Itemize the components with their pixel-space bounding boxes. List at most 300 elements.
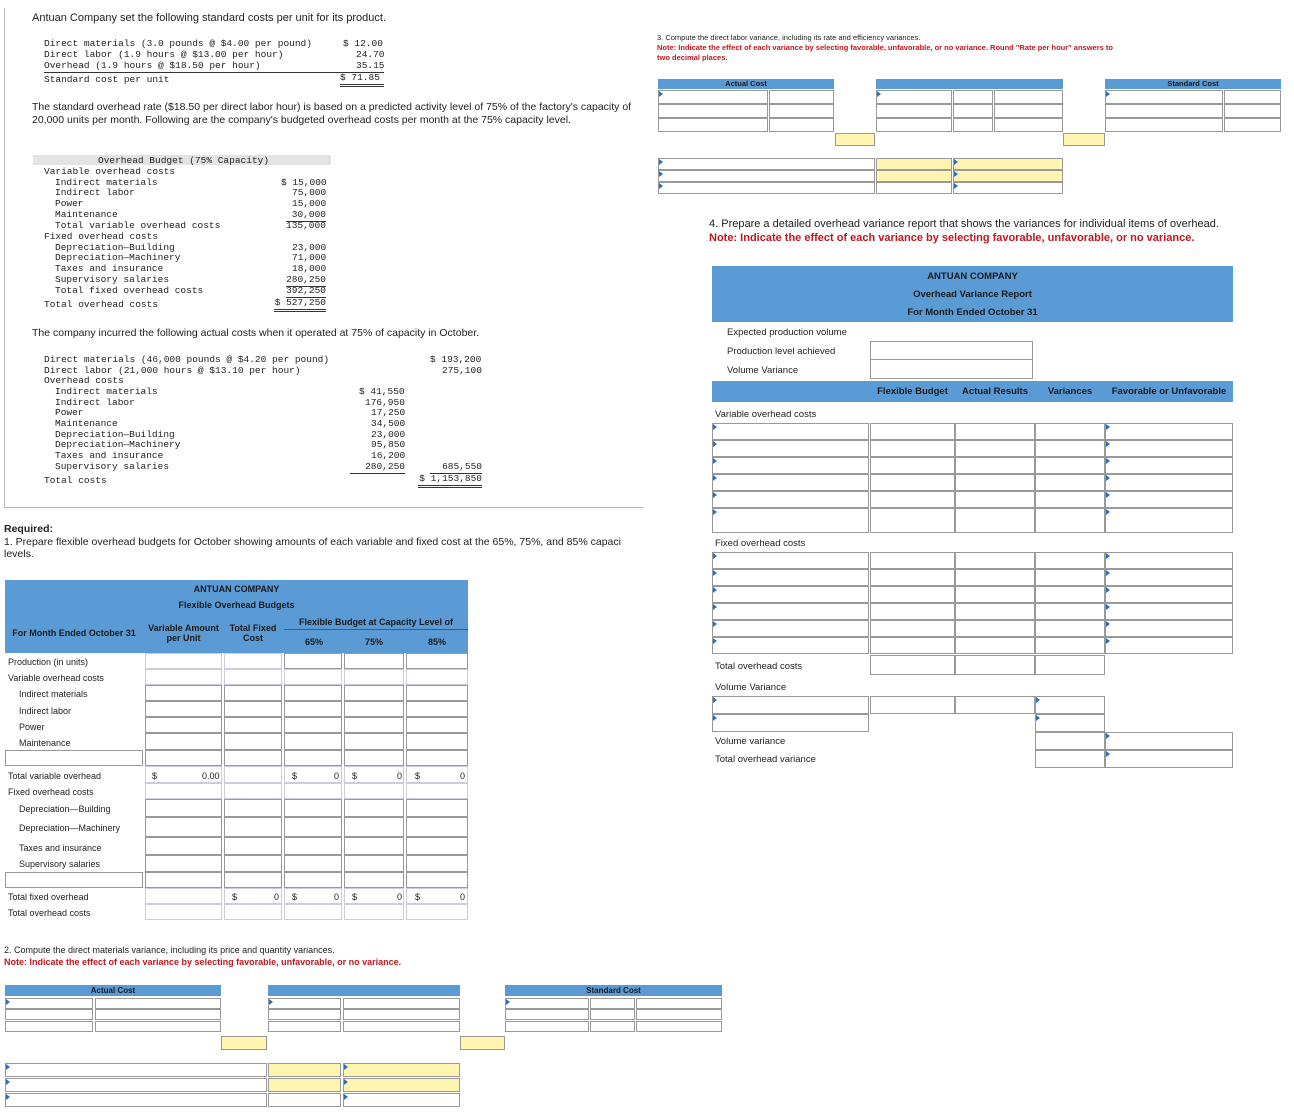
q2-mid-header — [268, 985, 460, 996]
flex-col-period: For Month Ended October 31 — [12, 628, 136, 638]
q4-variable-row-3-0[interactable] — [712, 474, 869, 491]
std-oh-value: 35.15 — [356, 60, 385, 71]
q3-input-2-4[interactable] — [994, 118, 1063, 132]
flex-cell-indirect-materials-5[interactable] — [406, 685, 468, 701]
q4-fixed-row-3-0[interactable] — [712, 603, 869, 620]
q3-total-variance-label[interactable] — [658, 182, 875, 194]
dropdown-indicator-icon — [1106, 638, 1110, 644]
q2-input-2-2[interactable] — [268, 1021, 341, 1032]
q2-input-1-2[interactable] — [268, 1009, 341, 1020]
flex-cell-blank-fixed-4[interactable] — [344, 872, 404, 888]
q2-price-variance-label[interactable] — [5, 1063, 267, 1077]
q4-fixed-row-4-2[interactable] — [955, 620, 1035, 637]
flex-row-indirect-labor: Indirect labor — [19, 706, 72, 716]
budget-row: Maintenance — [55, 209, 118, 220]
actual-row: Taxes and insurance — [55, 450, 164, 461]
q4-volume-variance-budget[interactable] — [870, 696, 955, 714]
q3-input-1-6[interactable] — [1224, 104, 1281, 118]
q4-fixed-row-4-3[interactable] — [1035, 620, 1105, 637]
q4-variable-row-1-1[interactable] — [870, 440, 955, 457]
dropdown-indicator-icon — [344, 1064, 348, 1070]
q2-input-1-6[interactable] — [636, 1009, 722, 1020]
dropdown-indicator-icon — [713, 638, 717, 644]
actual-value: 16,200 — [371, 450, 406, 461]
flex-cell-indirect-labor-4[interactable] — [344, 701, 404, 717]
q4-expected-input[interactable] — [870, 341, 1033, 360]
q3-input-0-3[interactable] — [953, 90, 993, 104]
dollar-sign: $ — [415, 771, 421, 781]
q2-total-variance-label[interactable] — [5, 1093, 267, 1107]
dropdown-indicator-icon — [1106, 553, 1110, 559]
flex-cell-variable-header-2 — [224, 669, 282, 685]
q3-input-0-5[interactable] — [1105, 90, 1223, 104]
q2-input-2-4[interactable] — [505, 1021, 589, 1032]
budget-row: Indirect labor — [55, 187, 135, 198]
q4-fixed-row-1-1[interactable] — [870, 569, 955, 586]
q4-variable-row-2-1[interactable] — [870, 457, 955, 474]
q4-variable-row-4-2[interactable] — [955, 491, 1035, 508]
q2-total-variance-effect[interactable] — [343, 1093, 460, 1107]
std-total-label: Standard cost per unit — [44, 74, 170, 85]
dropdown-indicator-icon — [1106, 458, 1110, 464]
q3-input-0-1[interactable] — [769, 90, 834, 104]
flex-cell-blank-variable-4[interactable] — [344, 750, 404, 766]
q4-fixed-row-0-2[interactable] — [955, 552, 1035, 569]
q4-fixed-row-3-3[interactable] — [1035, 603, 1105, 620]
q4-variable-row-3-1[interactable] — [870, 474, 955, 491]
q3-total-variance-amount[interactable] — [876, 182, 952, 194]
actual-value: 95,850 — [371, 439, 406, 450]
flex-cell-total-overhead-1 — [145, 904, 222, 920]
q3-rate-variance-label[interactable] — [658, 158, 875, 170]
q4-fixed-row-1-4[interactable] — [1105, 569, 1233, 586]
q2-input-0-6[interactable] — [636, 998, 722, 1009]
flex-cell-indirect-labor-1[interactable] — [145, 701, 222, 717]
flex-cell-maintenance-4[interactable] — [344, 733, 404, 750]
q2-input-2-5[interactable] — [590, 1021, 635, 1032]
q4-variable-row-5-1[interactable] — [870, 508, 955, 533]
q4-volume-variance-total[interactable] — [1035, 732, 1105, 750]
dropdown-indicator-icon — [713, 492, 717, 498]
dropdown-indicator-icon — [1106, 91, 1110, 97]
flex-cell-blank-variable-1[interactable] — [145, 750, 222, 766]
q4-variable-row-3-2[interactable] — [955, 474, 1035, 491]
flex-row-maintenance: Maintenance — [19, 738, 71, 748]
dropdown-indicator-icon — [1036, 715, 1040, 721]
q4-total-overhead-2[interactable] — [955, 655, 1035, 675]
q4-fixed-row-3-2[interactable] — [955, 603, 1035, 620]
q4-variable-row-1-0[interactable] — [712, 440, 869, 457]
q4-variable-row-0-2[interactable] — [955, 423, 1035, 440]
flex-65-total-fixed: 0 — [334, 892, 340, 902]
dropdown-indicator-icon — [269, 999, 273, 1005]
q3-input-2-6[interactable] — [1224, 118, 1281, 132]
q4-variable-row-5-3[interactable] — [1035, 508, 1105, 533]
dropdown-indicator-icon — [1106, 441, 1110, 447]
budget-total-fixed: Total fixed overhead costs — [55, 285, 204, 296]
dropdown-indicator-icon — [1036, 697, 1040, 703]
q4-fixed-row-3-4[interactable] — [1105, 603, 1233, 620]
q3-input-0-4[interactable] — [994, 90, 1063, 104]
q2-input-1-4[interactable] — [505, 1009, 589, 1020]
q3-input-0-0[interactable] — [658, 90, 768, 104]
q4-variable-row-5-2[interactable] — [955, 508, 1035, 533]
q4-fixed-row-5-3[interactable] — [1035, 637, 1105, 654]
q3-efficiency-variance-label[interactable] — [658, 170, 875, 182]
q4-variable-row-2-4[interactable] — [1105, 457, 1233, 474]
dollar-sign: $ — [415, 892, 421, 902]
q4-variable-row-0-3[interactable] — [1035, 423, 1105, 440]
flex-cell-indirect-labor-2[interactable] — [224, 701, 282, 717]
flex-row-total-overhead: Total overhead costs — [8, 908, 91, 918]
q4-variable-row-3-4[interactable] — [1105, 474, 1233, 491]
flex-row-indirect-materials: Indirect materials — [19, 689, 88, 699]
flex-cell-blank-fixed-3[interactable] — [284, 872, 342, 888]
dropdown-indicator-icon — [344, 1094, 348, 1100]
q2-quantity-variance-label[interactable] — [5, 1078, 267, 1092]
flex-cell-maintenance-2[interactable] — [224, 733, 282, 750]
q4-variable-row-2-3[interactable] — [1035, 457, 1105, 474]
q4-variable-row-4-4[interactable] — [1105, 491, 1233, 508]
q4-volume-variance-input-label[interactable] — [712, 696, 869, 714]
q4-fixed-row-1-2[interactable] — [955, 569, 1035, 586]
flex-cell-dep-machinery-2[interactable] — [224, 817, 282, 837]
flex-pct-65: 65% — [304, 637, 323, 647]
q4-fixed-row-5-0[interactable] — [712, 637, 869, 654]
q2-input-1-0[interactable] — [5, 1009, 93, 1020]
flex-cell-salaries-3[interactable] — [284, 855, 342, 872]
flex-cell-dep-building-5[interactable] — [406, 799, 468, 817]
flex-cell-taxes-1[interactable] — [145, 837, 222, 855]
flex-cell-fixed-header-1 — [145, 783, 222, 799]
budget-row: Depreciation—Building — [55, 242, 175, 253]
q4-volume-variance-actual[interactable] — [955, 696, 1035, 714]
q2-input-1-1[interactable] — [95, 1009, 221, 1020]
flex-cell-blank-variable-3[interactable] — [284, 750, 342, 766]
flex-cell-dep-machinery-5[interactable] — [406, 817, 468, 837]
q4-variable-row-3-3[interactable] — [1035, 474, 1105, 491]
q4-volume-variance-label: Volume Variance — [727, 365, 799, 376]
q3-input-1-0[interactable] — [658, 104, 768, 118]
flex-cell-blank-fixed-2[interactable] — [224, 872, 282, 888]
flex-cell-variable-header-4 — [344, 669, 404, 685]
q3-input-1-2[interactable] — [876, 104, 952, 118]
q2-input-0-5[interactable] — [590, 998, 635, 1009]
q2-input-0-2[interactable] — [268, 998, 341, 1009]
q4-variable-row-4-3[interactable] — [1035, 491, 1105, 508]
q4-fixed-row-0-3[interactable] — [1035, 552, 1105, 569]
q4-total-variance-effect[interactable] — [1105, 750, 1233, 768]
budget-total: Total overhead costs — [44, 299, 159, 310]
budget-value: 18,000 — [292, 263, 327, 274]
q4-total-overhead-3[interactable] — [1035, 655, 1105, 675]
budget-value: 15,000 — [292, 198, 327, 209]
q4-total-overhead-1[interactable] — [870, 655, 955, 675]
q3-mid-operator-1[interactable] — [835, 133, 875, 146]
q2-price-variance-amount[interactable] — [268, 1063, 341, 1077]
q4-fixed-row-4-4[interactable] — [1105, 620, 1233, 637]
q3-efficiency-variance-effect[interactable] — [953, 170, 1063, 182]
q3-input-1-5[interactable] — [1105, 104, 1223, 118]
frame-line — [4, 8, 5, 508]
question-3: 3. Compute the direct labor variance, including its rate and efficiency variances. — [657, 33, 921, 42]
q4-variable-row-1-2[interactable] — [955, 440, 1035, 457]
q4-fixed-row-2-2[interactable] — [955, 586, 1035, 603]
flex-cell-production-5[interactable] — [406, 653, 468, 669]
q4-total-variance-amount[interactable] — [1035, 750, 1105, 768]
q4-variable-row-0-1[interactable] — [870, 423, 955, 440]
flex-cell-total-overhead-4 — [344, 904, 404, 920]
q3-input-2-2[interactable] — [876, 118, 952, 132]
dropdown-indicator-icon — [713, 587, 717, 593]
q4-fixed-header: Fixed overhead costs — [715, 538, 806, 549]
flex-cell-dep-building-1[interactable] — [145, 799, 222, 817]
flex-cell-salaries-1[interactable] — [145, 855, 222, 872]
flex-cell-total-overhead-2 — [224, 904, 282, 920]
q4-fixed-row-1-3[interactable] — [1035, 569, 1105, 586]
flex-header-rule — [284, 629, 468, 630]
q4-variable-row-2-0[interactable] — [712, 457, 869, 474]
flex-col-capacity: Flexible Budget at Capacity Level of — [298, 617, 454, 627]
q3-input-2-5[interactable] — [1105, 118, 1223, 132]
q3-input-1-4[interactable] — [994, 104, 1063, 118]
q4-volume-variance-amount-2[interactable] — [1035, 714, 1105, 732]
dropdown-indicator-icon — [713, 458, 717, 464]
flex-cell-power-5[interactable] — [406, 717, 468, 733]
q4-variable-row-1-4[interactable] — [1105, 440, 1233, 457]
flex-cell-power-4[interactable] — [344, 717, 404, 733]
flex-title: Flexible Overhead Budgets — [178, 600, 295, 610]
flex-cell-blank-variable-0[interactable] — [5, 750, 143, 766]
flex-row-total-variable: Total variable overhead — [8, 771, 102, 781]
q2-mid-operator-1[interactable] — [221, 1036, 267, 1050]
flex-cell-salaries-5[interactable] — [406, 855, 468, 872]
flex-cell-variable-header-3 — [284, 669, 342, 685]
q4-variable-row-0-4[interactable] — [1105, 423, 1233, 440]
flex-cell-dep-machinery-4[interactable] — [344, 817, 404, 837]
dropdown-indicator-icon — [1106, 621, 1110, 627]
dropdown-indicator-icon — [344, 1079, 348, 1085]
flex-cell-dep-building-2[interactable] — [224, 799, 282, 817]
q2-input-2-6[interactable] — [636, 1021, 722, 1032]
q2-input-0-0[interactable] — [5, 998, 93, 1009]
flex-cell-blank-variable-5[interactable] — [406, 750, 468, 766]
q4-fixed-row-2-4[interactable] — [1105, 586, 1233, 603]
q3-total-variance-effect[interactable] — [953, 182, 1063, 194]
q2-total-variance-amount[interactable] — [268, 1093, 341, 1107]
fixed-total-amount: 0 — [274, 892, 280, 902]
q4-company: ANTUAN COMPANY — [927, 271, 1018, 282]
q4-variable-row-2-2[interactable] — [955, 457, 1035, 474]
dollar-sign: $ — [352, 892, 358, 902]
q3-input-1-3[interactable] — [953, 104, 993, 118]
flex-cell-production-4[interactable] — [344, 653, 404, 669]
flex-cell-taxes-2[interactable] — [224, 837, 282, 855]
dropdown-indicator-icon — [659, 171, 663, 177]
flex-cell-power-3[interactable] — [284, 717, 342, 733]
actual-dm-label: Direct materials (46,000 pounds @ $4.20 per pound) — [44, 354, 330, 365]
q3-rate-variance-effect[interactable] — [953, 158, 1063, 170]
q4-fixed-row-5-4[interactable] — [1105, 637, 1233, 654]
dropdown-indicator-icon — [954, 159, 958, 165]
question-3-note-cont: two decimal places. — [657, 53, 728, 62]
flex-cell-indirect-materials-1[interactable] — [145, 685, 222, 701]
q3-rate-variance-amount[interactable] — [876, 158, 952, 170]
flex-cell-fixed-header-5 — [406, 783, 468, 799]
flex-cell-maintenance-3[interactable] — [284, 733, 342, 750]
dropdown-indicator-icon — [713, 441, 717, 447]
q4-variable-header: Variable overhead costs — [715, 409, 817, 420]
q4-fixed-row-0-1[interactable] — [870, 552, 955, 569]
q2-input-2-3[interactable] — [343, 1021, 460, 1032]
std-dm-value: $ 12.00 — [343, 38, 383, 49]
q3-input-2-1[interactable] — [769, 118, 834, 132]
budget-row: Indirect materials — [55, 177, 158, 188]
flex-cell-taxes-3[interactable] — [284, 837, 342, 855]
flex-cell-salaries-2[interactable] — [224, 855, 282, 872]
actual-row: Depreciation—Building — [55, 429, 175, 440]
flex-cell-indirect-materials-4[interactable] — [344, 685, 404, 701]
q4-fixed-row-2-0[interactable] — [712, 586, 869, 603]
q4-fixed-row-4-1[interactable] — [870, 620, 955, 637]
q4-variable-row-0-0[interactable] — [712, 423, 869, 440]
q2-standard-label: Standard Cost — [586, 986, 641, 995]
q2-input-1-5[interactable] — [590, 1009, 635, 1020]
flex-cell-blank-fixed-1[interactable] — [145, 872, 222, 888]
question-2: 2. Compute the direct materials variance, including its price and quantity variances. — [4, 945, 335, 955]
q3-input-1-1[interactable] — [769, 104, 834, 118]
actual-dl-value: 275,100 — [442, 365, 482, 376]
dollar-sign: $ — [232, 892, 238, 902]
actual-dl-label: Direct labor (21,000 hours @ $13.10 per hour) — [44, 365, 301, 376]
budget-value: 280,250 — [286, 274, 326, 285]
budget-fixed-header: Fixed overhead costs — [44, 231, 159, 242]
q3-input-0-6[interactable] — [1224, 90, 1281, 104]
q2-input-0-3[interactable] — [343, 998, 460, 1009]
flex-col-var: Variable Amount per Unit — [148, 623, 219, 643]
q4-fixed-row-2-1[interactable] — [870, 586, 955, 603]
actual-total-value: $ 1,153,850 — [418, 474, 482, 488]
flex-cell-indirect-labor-3[interactable] — [284, 701, 342, 717]
q4-fixed-row-0-0[interactable] — [712, 552, 869, 569]
q3-input-0-2[interactable] — [876, 90, 952, 104]
q4-fixed-row-0-4[interactable] — [1105, 552, 1233, 569]
q2-input-1-3[interactable] — [343, 1009, 460, 1020]
flex-cell-production-3[interactable] — [284, 653, 342, 669]
flex-cell-indirect-materials-2[interactable] — [224, 685, 282, 701]
flex-cell-salaries-4[interactable] — [344, 855, 404, 872]
q4-achieved-input[interactable] — [870, 360, 1033, 379]
std-dl-label: Direct labor (1.9 hours @ $13.00 per hour) — [44, 49, 284, 60]
flex-row-production: Production (in units) — [8, 657, 89, 667]
flex-cell-taxes-5[interactable] — [406, 837, 468, 855]
q4-volume-variance-effect[interactable] — [1105, 732, 1233, 750]
q3-input-2-0[interactable] — [658, 118, 768, 132]
budget-total-variable-value: 135,000 — [286, 220, 326, 231]
flex-cell-taxes-4[interactable] — [344, 837, 404, 855]
q4-col-flexible: Flexible Budget — [877, 386, 948, 397]
flex-cell-power-1[interactable] — [145, 717, 222, 733]
q2-mid-operator-2[interactable] — [460, 1036, 505, 1050]
flex-company: ANTUAN COMPANY — [193, 584, 280, 594]
q2-price-variance-effect[interactable] — [343, 1063, 460, 1077]
q2-input-0-1[interactable] — [95, 998, 221, 1009]
dropdown-indicator-icon — [6, 999, 10, 1005]
q4-variable-row-5-0[interactable] — [712, 508, 869, 533]
q4-volume-variance-input-label-2[interactable] — [712, 714, 869, 732]
q3-input-2-3[interactable] — [953, 118, 993, 132]
dropdown-indicator-icon — [1106, 475, 1110, 481]
flex-cell-blank-fixed-0[interactable] — [5, 872, 143, 888]
budget-value: 75,000 — [292, 187, 327, 198]
dropdown-indicator-icon — [6, 1094, 10, 1100]
flex-row-fixed-header: Fixed overhead costs — [8, 787, 94, 797]
q4-fixed-row-5-2[interactable] — [955, 637, 1035, 654]
actual-row: Supervisory salaries — [55, 461, 170, 472]
q2-input-2-0[interactable] — [5, 1021, 93, 1032]
q3-mid-operator-2[interactable] — [1063, 133, 1105, 146]
q4-fixed-row-3-1[interactable] — [870, 603, 955, 620]
var-total-amount: 0.00 — [202, 771, 220, 781]
dropdown-indicator-icon — [713, 553, 717, 559]
flex-cell-total-overhead-5 — [406, 904, 468, 920]
q2-input-2-1[interactable] — [95, 1021, 221, 1032]
flex-75-total-var: 0 — [397, 771, 403, 781]
dropdown-indicator-icon — [713, 604, 717, 610]
flex-cell-power-2[interactable] — [224, 717, 282, 733]
flex-cell-dep-machinery-3[interactable] — [284, 817, 342, 837]
flex-cell-indirect-materials-3[interactable] — [284, 685, 342, 701]
budget-total-variable: Total variable overhead costs — [55, 220, 221, 231]
flex-cell-total-fixed-1 — [145, 888, 222, 904]
dropdown-indicator-icon — [1106, 424, 1110, 430]
q4-fixed-row-5-1[interactable] — [870, 637, 955, 654]
dropdown-indicator-icon — [506, 999, 510, 1005]
flex-cell-fixed-header-3 — [284, 783, 342, 799]
q4-volume-variance-amount[interactable] — [1035, 696, 1105, 714]
flex-cell-indirect-labor-5[interactable] — [406, 701, 468, 717]
flex-cell-maintenance-5[interactable] — [406, 733, 468, 750]
dollar-sign: $ — [352, 771, 358, 781]
budget-variable-header: Variable overhead costs — [44, 166, 176, 177]
q3-efficiency-variance-amount[interactable] — [876, 170, 952, 182]
q2-quantity-variance-effect[interactable] — [343, 1078, 460, 1092]
flex-pct-75: 75% — [364, 637, 383, 647]
dropdown-indicator-icon — [713, 509, 717, 515]
q4-fixed-row-1-0[interactable] — [712, 569, 869, 586]
flex-row-variable-header: Variable overhead costs — [8, 673, 104, 683]
required-heading: Required: — [4, 523, 54, 535]
q2-quantity-variance-amount[interactable] — [268, 1078, 341, 1092]
flex-cell-dep-building-3[interactable] — [284, 799, 342, 817]
q4-col-fav: Favorable or Unfavorable — [1111, 386, 1227, 397]
q4-fixed-row-2-3[interactable] — [1035, 586, 1105, 603]
flex-cell-dep-building-4[interactable] — [344, 799, 404, 817]
q4-variable-row-5-4[interactable] — [1105, 508, 1233, 533]
q4-variable-row-4-1[interactable] — [870, 491, 955, 508]
question-2-note: Note: Indicate the effect of each variance by selecting favorable, unfavorable, or no variance. — [4, 957, 402, 967]
flex-cell-dep-machinery-1[interactable] — [145, 817, 222, 837]
q2-input-0-4[interactable] — [505, 998, 589, 1009]
q4-fixed-row-4-0[interactable] — [712, 620, 869, 637]
flex-cell-maintenance-1[interactable] — [145, 733, 222, 750]
q4-variable-row-4-0[interactable] — [712, 491, 869, 508]
flex-cell-blank-fixed-5[interactable] — [406, 872, 468, 888]
std-oh-label: Overhead (1.9 hours @ $18.50 per hour) — [44, 61, 384, 73]
budget-row: Power — [55, 198, 84, 209]
q4-variable-row-1-3[interactable] — [1035, 440, 1105, 457]
flex-cell-blank-variable-2[interactable] — [224, 750, 282, 766]
